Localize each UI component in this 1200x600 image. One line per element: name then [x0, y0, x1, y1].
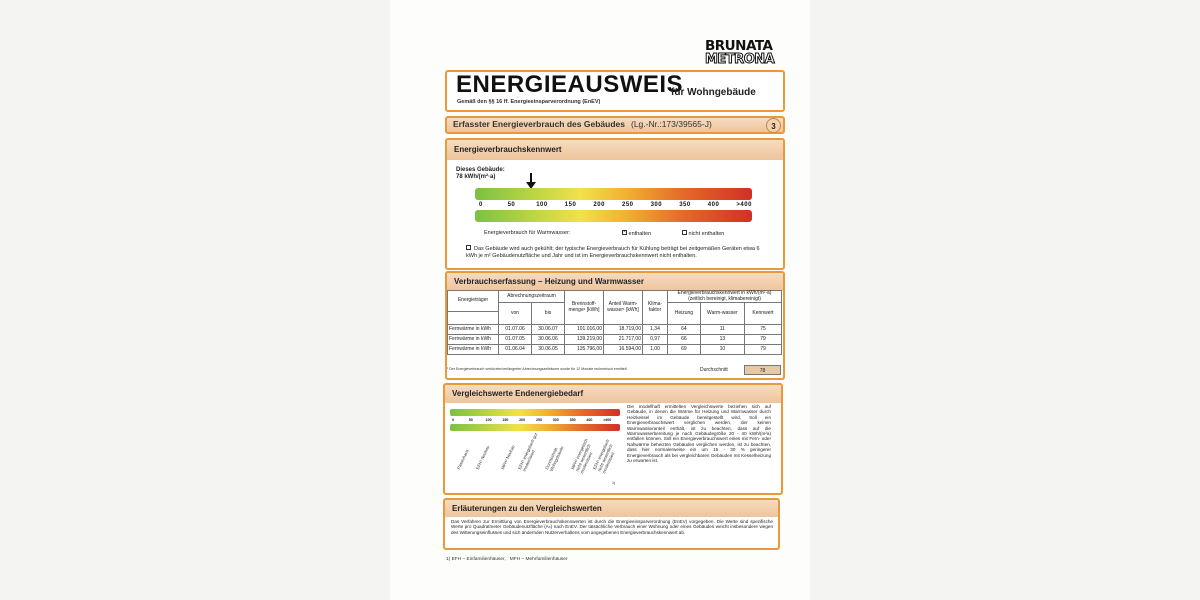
comparison-tick-label: 0	[452, 417, 454, 422]
cell: 75	[744, 325, 781, 335]
option-nicht-enthalten[interactable]	[682, 230, 724, 238]
erlaeuterung-header	[445, 500, 778, 517]
verbrauch-heading: Verbrauchserfassung – Heizung und Warmwasser	[454, 277, 644, 286]
document-subtitle: für Wohngebäude	[671, 87, 756, 98]
building-value-label	[456, 167, 505, 181]
th-zeitraum: Abrechnungszeitraum	[499, 291, 565, 303]
vergleich-footnote-mark: 1)	[612, 481, 616, 485]
average-value: 78	[744, 365, 781, 375]
comparison-category-label: Durchschnitt Wohngebäude	[544, 445, 565, 473]
scale-tick-label: 0	[479, 202, 483, 208]
th-kenn-group: Energieverbrauchskennwert in kWh/(m²·a) (zeitlich bereinigt, klimabereinigt)	[668, 291, 782, 303]
vergleich-text: Die modellhaft ermittelten Vergleichswerte beziehen sich auf Gebäude, in denen die Wärme für Heizung und Warmwasser durch Heizkessel im Gebäude bereitgestellt wird. Soll ein Energieverbrauchswert verglichen werden, der keinen Warmwasseranteil enthält, ist zu beachten, dass auf die Warmwasserbereitung je nach Gebäudegröße 20 - 40 kWh/(m²a) entfallen können. Soll ein Energieverbrauchswert eines mit Fern- oder Nahwärme beheizten Gebäudes verglichen werden, ist zu beachten, dass hier normalerweise ein um 15 - 30 % geringerer Energieverbrauch als bei vergleichbaren Gebäuden mit Kesselheizung zu erwarten ist.	[627, 404, 771, 464]
th-bis: bis	[532, 303, 565, 325]
th-spacer	[448, 312, 499, 325]
logo-line2: METRONA	[705, 52, 775, 67]
comparison-category-label: EFH¹ energetisch gut modernisiert	[517, 432, 539, 473]
th-anteil: Anteil Warm-wasser¹ [kWh]	[604, 291, 643, 325]
table-row	[448, 325, 782, 335]
option-nicht-label: nicht enthalten	[688, 231, 725, 237]
verbrauch-header	[447, 273, 783, 291]
cooling-note-text: Das Gebäude wird auch gekühlt; der typische Energieverbrauch für Kühlung beträgt bei zeitgemäßen Geräten etwa 6 kWh je m² Gebäudenutzfläche und Jahr und ist im Energieverbrauchskennwert nicht enthalten.	[466, 246, 760, 259]
cell: 11	[700, 325, 744, 335]
cell: 13	[700, 335, 744, 345]
brunata-metrona-logo	[705, 40, 787, 68]
scale-tick-label: 350	[679, 202, 691, 208]
scale-tick-label: 150	[564, 202, 577, 208]
th-traeger: Energieträger	[448, 291, 499, 312]
cell: 30.06.06	[532, 335, 565, 345]
kennwert-header	[447, 140, 783, 160]
th-kennwert: Kennwert	[744, 303, 781, 325]
cell: 30.06.07	[532, 325, 565, 335]
law-reference: Gemäß den §§ 16 ff. Energieeinsparverordnung (EnEV)	[457, 99, 601, 105]
scale-tick-label: 250	[622, 202, 634, 208]
cooling-checkbox[interactable]	[466, 245, 471, 250]
cell: Fernwärme in kWh	[448, 345, 499, 355]
comparison-scale-bottom	[450, 424, 620, 431]
comparison-tick-label: 350	[569, 417, 576, 422]
scale-tick-label: 100	[536, 202, 548, 208]
comparison-tick-label: >400	[603, 417, 612, 422]
logo-line1: BRUNATA	[705, 38, 773, 54]
energy-scale-bottom	[475, 210, 752, 222]
vergleich-header	[445, 385, 781, 403]
cell: 18.719,00	[604, 325, 643, 335]
option-enthalten[interactable]	[622, 230, 651, 238]
cooling-note	[466, 245, 766, 259]
building-value: 78 kWh/(m²·a)	[456, 174, 496, 180]
cell: Fernwärme in kWh	[448, 335, 499, 345]
cell: 0,97	[643, 335, 668, 345]
energy-scale-top	[475, 188, 752, 200]
option-enthalten-label: enthalten	[628, 231, 652, 237]
building-label: Dieses Gebäude:	[456, 167, 505, 173]
page-number-badge: 3	[766, 118, 781, 133]
comparison-category-label: EFH¹ energetisch nicht wesentlich modernisiert	[592, 438, 616, 475]
cell: 21.717,00	[604, 335, 643, 345]
cell: 79	[744, 345, 781, 355]
section-title: Erfasster Energieverbrauch des Gebäudes	[453, 119, 625, 129]
verbrauch-footnote: ¹ Der Energieverbrauch verkürzter/verlängerter Abrechnungszeiträume wurde für 12 Monate rechnerisch ermittelt.	[447, 367, 628, 371]
cell: 01.06.04	[499, 345, 532, 355]
comparison-tick-label: 300	[552, 417, 559, 422]
cell: 10	[700, 345, 744, 355]
cell: 139.219,00	[565, 335, 604, 345]
erlaeuterung-text: Das Verfahren zur Ermittlung von Energieverbrauchskennwerten ist durch die Energieeinsparverordnung (EnEV) vorgegeben. Die Werte sind spezifische Werte pro Quadratmeter Gebäudenutzfläche (Aₙ) nach EnEV. Der tatsächliche Verbrauch einer Wohnung oder eines Gebäudes weicht insbesondere wegen des Witterungseinflusses und sich ändernden Nutzerverhaltens vom angegebenen Energieverbrauchskennwert ab.	[451, 519, 773, 535]
scale-tick-label: 50	[507, 202, 516, 208]
cell: 135.796,00	[565, 345, 604, 355]
comparison-tick-label: 150	[502, 417, 509, 422]
th-warmwasser: Warm-wasser	[700, 303, 744, 325]
comparison-tick-label: 400	[586, 417, 593, 422]
kennwert-heading: Energieverbrauchskennwert	[454, 145, 562, 154]
vergleich-heading: Vergleichswerte Endenergiebedarf	[452, 389, 584, 398]
scale-tick-label: >400	[736, 202, 752, 208]
scale-tick-label: 400	[707, 202, 720, 208]
lg-number: (Lg.-Nr.:173/39565-J)	[631, 119, 712, 129]
cell: 30.06.05	[532, 345, 565, 355]
warmwasser-label: Energieverbrauch für Warmwasser:	[484, 230, 571, 236]
comparison-category-label: MFH¹ energetisch nicht wesentlich modernisiert	[570, 437, 594, 475]
cell: 64	[668, 325, 701, 335]
comparison-tick-label: 100	[485, 417, 492, 422]
comparison-scale-top	[450, 409, 620, 416]
cell: 16.594,00	[604, 345, 643, 355]
comparison-tick-label: 250	[536, 417, 542, 422]
cell: 79	[744, 335, 781, 345]
comparison-category-label: MFH¹ Neubau	[500, 444, 516, 471]
cell: 101.016,00	[565, 325, 604, 335]
scale-tick-label: 200	[593, 202, 605, 208]
comparison-category-label: Passivhaus	[456, 448, 470, 471]
comparison-tick-label: 50	[468, 417, 473, 422]
table-row	[448, 345, 782, 355]
footer-note: 1) EFH – Einfamilienhäuser, MFH – Mehrfamilienhäuser	[446, 557, 568, 562]
cell: 69	[668, 345, 701, 355]
th-heizung: Heizung	[668, 303, 701, 325]
table-row	[448, 335, 782, 345]
average-label: Durchschnitt	[700, 367, 728, 373]
th-von: von	[499, 303, 532, 325]
scale-tick-label: 300	[650, 202, 663, 208]
comparison-tick-label: 200	[519, 417, 526, 422]
verbrauch-table	[447, 290, 782, 355]
cell: Fernwärme in kWh	[448, 325, 499, 335]
comparison-category-label: EFH¹ Neubau	[475, 444, 491, 471]
cell: 1,34	[643, 325, 668, 335]
th-brenn: Brennstoff-menge¹ [kWh]	[565, 291, 604, 325]
cell: 01.07.06	[499, 325, 532, 335]
checkbox-unchecked[interactable]	[682, 230, 687, 235]
document-title: ENERGIEAUSWEIS	[456, 71, 684, 98]
checkbox-checked[interactable]: ×	[623, 229, 626, 235]
th-klima: Klima-faktor	[643, 291, 668, 325]
cell: 66	[668, 335, 701, 345]
erlaeuterung-heading: Erläuterungen zu den Vergleichswerten	[452, 504, 602, 513]
cell: 1,00	[643, 345, 668, 355]
cell: 01.07.05	[499, 335, 532, 345]
